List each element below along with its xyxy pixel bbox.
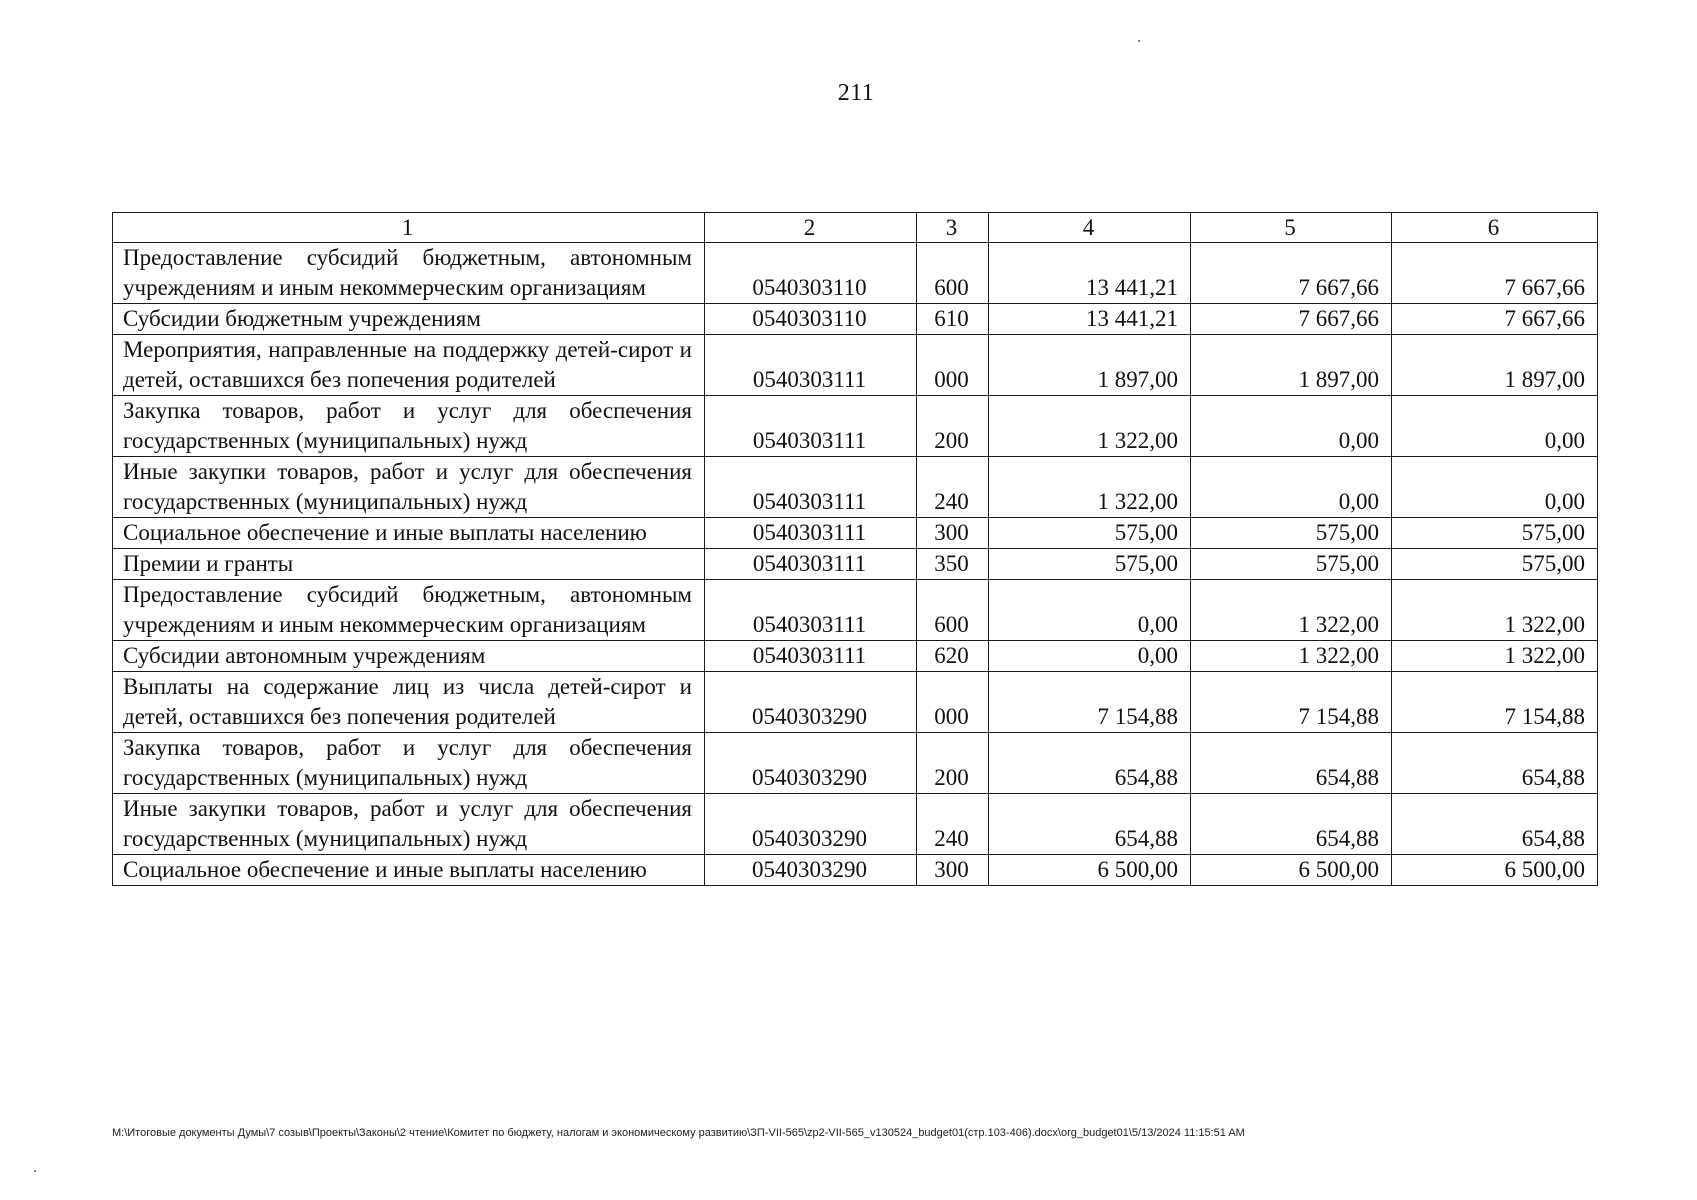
row-code-cell: 0540303111 — [705, 641, 917, 672]
table-row — [113, 641, 1598, 672]
row-value-col4-cell: 0,00 — [989, 580, 1191, 641]
table-row — [113, 304, 1598, 335]
column-header-2: 2 — [705, 213, 917, 243]
row-value-col5-cell: 575,00 — [1191, 518, 1392, 549]
row-name-cell: Иные закупки товаров, работ и услуг для обеспечения государственных (муниципальных) нужд — [113, 794, 705, 855]
row-value-col5-cell: 654,88 — [1191, 794, 1392, 855]
row-code-cell: 0540303290 — [705, 733, 917, 794]
row-value-col4-cell: 0,00 — [989, 641, 1191, 672]
row-type-cell: 620 — [917, 641, 989, 672]
column-header-6: 6 — [1392, 213, 1598, 243]
row-value-col4-cell: 1 897,00 — [989, 335, 1191, 396]
page-number: 211 — [837, 80, 875, 106]
row-name-cell: Предоставление субсидий бюджетным, автономным учреждениям и иным некоммерческим организациям — [113, 243, 705, 304]
column-header-3: 3 — [917, 213, 989, 243]
table-row — [113, 733, 1598, 794]
row-name-cell: Мероприятия, направленные на поддержку детей-сирот и детей, оставшихся без попечения родителей — [113, 335, 705, 396]
row-type-cell: 240 — [917, 794, 989, 855]
row-value-col4-cell: 13 441,21 — [989, 304, 1191, 335]
table-row — [113, 855, 1598, 886]
row-name-cell: Социальное обеспечение и иные выплаты населению — [113, 518, 705, 549]
row-type-cell: 600 — [917, 580, 989, 641]
row-name-cell: Закупка товаров, работ и услуг для обеспечения государственных (муниципальных) нужд — [113, 396, 705, 457]
row-value-col6-cell: 7 667,66 — [1392, 243, 1598, 304]
row-value-col4-cell: 575,00 — [989, 549, 1191, 580]
row-value-col4-cell: 575,00 — [989, 518, 1191, 549]
row-value-col6-cell: 575,00 — [1392, 549, 1598, 580]
row-type-cell: 610 — [917, 304, 989, 335]
row-code-cell: 0540303290 — [705, 855, 917, 886]
table-row — [113, 396, 1598, 457]
row-value-col4-cell: 13 441,21 — [989, 243, 1191, 304]
row-type-cell: 300 — [917, 518, 989, 549]
budget-table — [112, 212, 1598, 886]
row-value-col5-cell: 1 322,00 — [1191, 580, 1392, 641]
column-header-4: 4 — [989, 213, 1191, 243]
row-value-col6-cell: 7 154,88 — [1392, 672, 1598, 733]
scan-speck — [34, 1170, 36, 1172]
row-name-cell: Субсидии автономным учреждениям — [113, 641, 705, 672]
footer-file-path: M:\Итоговые документы Думы\7 созыв\Проекты\Законы\2 чтение\Комитет по бюджету, налогам и экономическому развитию\ЗП-VII-565\zp2-VII-565_v130524_budget01(стр.103-406).docx\org_budget01\5/13/2024 11:15:51 AM — [112, 1127, 1245, 1139]
row-value-col4-cell: 654,88 — [989, 733, 1191, 794]
table-row — [113, 549, 1598, 580]
table-row — [113, 794, 1598, 855]
row-type-cell: 200 — [917, 396, 989, 457]
row-type-cell: 000 — [917, 672, 989, 733]
column-header-5: 5 — [1191, 213, 1392, 243]
table-row — [113, 518, 1598, 549]
row-value-col4-cell: 7 154,88 — [989, 672, 1191, 733]
row-code-cell: 0540303110 — [705, 304, 917, 335]
row-code-cell: 0540303290 — [705, 672, 917, 733]
row-value-col6-cell: 0,00 — [1392, 457, 1598, 518]
row-value-col6-cell: 654,88 — [1392, 794, 1598, 855]
row-type-cell: 600 — [917, 243, 989, 304]
header-row — [113, 213, 1598, 243]
row-value-col6-cell: 654,88 — [1392, 733, 1598, 794]
row-value-col6-cell: 1 322,00 — [1392, 641, 1598, 672]
row-type-cell: 000 — [917, 335, 989, 396]
row-name-cell: Выплаты на содержание лиц из числа детей-сирот и детей, оставшихся без попечения родителей — [113, 672, 705, 733]
scan-speck — [1138, 40, 1140, 42]
row-value-col5-cell: 0,00 — [1191, 457, 1392, 518]
row-value-col5-cell: 6 500,00 — [1191, 855, 1392, 886]
row-code-cell: 0540303111 — [705, 396, 917, 457]
column-header-1: 1 — [113, 213, 705, 243]
table-row — [113, 672, 1598, 733]
row-name-cell: Премии и гранты — [113, 549, 705, 580]
row-name-cell: Иные закупки товаров, работ и услуг для обеспечения государственных (муниципальных) нужд — [113, 457, 705, 518]
table-row — [113, 335, 1598, 396]
row-value-col6-cell: 0,00 — [1392, 396, 1598, 457]
row-value-col6-cell: 7 667,66 — [1392, 304, 1598, 335]
row-value-col5-cell: 0,00 — [1191, 396, 1392, 457]
row-type-cell: 350 — [917, 549, 989, 580]
table-row — [113, 457, 1598, 518]
row-type-cell: 200 — [917, 733, 989, 794]
row-value-col6-cell: 6 500,00 — [1392, 855, 1598, 886]
table-row — [113, 580, 1598, 641]
row-code-cell: 0540303111 — [705, 335, 917, 396]
row-code-cell: 0540303110 — [705, 243, 917, 304]
row-name-cell: Закупка товаров, работ и услуг для обеспечения государственных (муниципальных) нужд — [113, 733, 705, 794]
row-code-cell: 0540303290 — [705, 794, 917, 855]
row-value-col4-cell: 1 322,00 — [989, 457, 1191, 518]
table-row — [113, 243, 1598, 304]
row-value-col6-cell: 1 897,00 — [1392, 335, 1598, 396]
row-code-cell: 0540303111 — [705, 580, 917, 641]
row-value-col4-cell: 6 500,00 — [989, 855, 1191, 886]
row-value-col5-cell: 7 667,66 — [1191, 304, 1392, 335]
row-code-cell: 0540303111 — [705, 549, 917, 580]
row-value-col4-cell: 1 322,00 — [989, 396, 1191, 457]
row-type-cell: 240 — [917, 457, 989, 518]
row-type-cell: 300 — [917, 855, 989, 886]
row-code-cell: 0540303111 — [705, 457, 917, 518]
row-name-cell: Предоставление субсидий бюджетным, автономным учреждениям и иным некоммерческим организациям — [113, 580, 705, 641]
row-value-col5-cell: 654,88 — [1191, 733, 1392, 794]
row-value-col5-cell: 7 154,88 — [1191, 672, 1392, 733]
table-body — [113, 243, 1598, 886]
row-value-col5-cell: 1 322,00 — [1191, 641, 1392, 672]
row-name-cell: Субсидии бюджетным учреждениям — [113, 304, 705, 335]
row-value-col5-cell: 575,00 — [1191, 549, 1392, 580]
row-value-col5-cell: 7 667,66 — [1191, 243, 1392, 304]
row-code-cell: 0540303111 — [705, 518, 917, 549]
row-value-col4-cell: 654,88 — [989, 794, 1191, 855]
row-value-col5-cell: 1 897,00 — [1191, 335, 1392, 396]
row-name-cell: Социальное обеспечение и иные выплаты населению — [113, 855, 705, 886]
row-value-col6-cell: 1 322,00 — [1392, 580, 1598, 641]
row-value-col6-cell: 575,00 — [1392, 518, 1598, 549]
